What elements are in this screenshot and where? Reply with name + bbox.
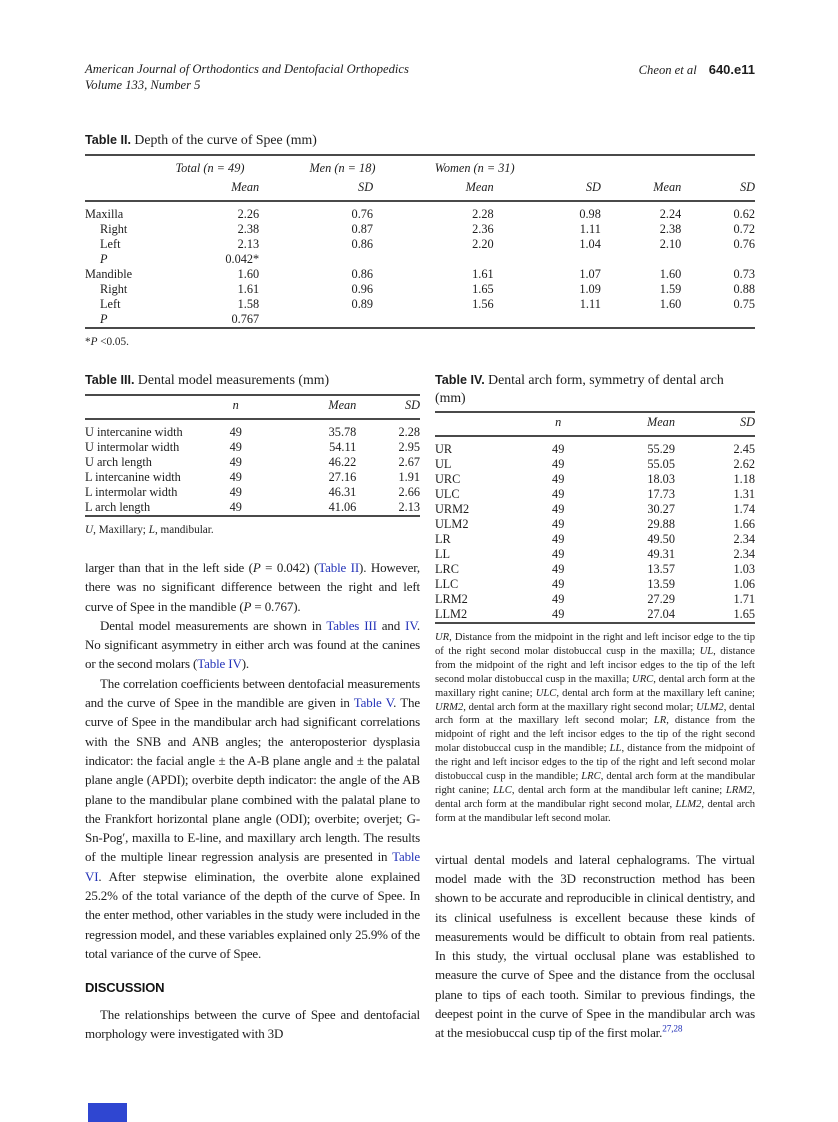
table-cell: 2.10 — [659, 237, 682, 251]
table-cell: 17.73 — [647, 487, 675, 501]
text-run: , dental arch form at the maxillary right canine; — [435, 673, 755, 699]
text-run: P — [252, 560, 261, 575]
table-cell: 29.88 — [647, 517, 675, 531]
row-label: P — [100, 252, 108, 266]
table-cell: 49 — [552, 547, 565, 561]
text-run: Dental model measurements are shown in — [100, 617, 327, 633]
table-row — [435, 436, 755, 457]
table-cell: 0.87 — [351, 222, 374, 236]
table-row — [435, 487, 755, 502]
table-cell: 2.66 — [398, 485, 420, 499]
text-run: , Distance from the midpoint in the right and left incisor edge to the tip of the right second molar distobuccal cusp in the maxilla; — [435, 632, 755, 657]
table-cell: 1.03 — [733, 562, 755, 576]
column-header: Mean — [646, 415, 675, 429]
text-run: , dental arch form at the maxillary left second molar; — [435, 701, 755, 727]
column-header: SD — [404, 398, 420, 412]
group-header-men: Men (n = 18) — [309, 161, 376, 175]
table-cell: 49 — [229, 425, 242, 439]
table-cell: 2.26 — [237, 207, 260, 221]
text-run: L — [148, 524, 155, 536]
row-label: L intermolar width — [85, 485, 178, 499]
authors: Cheon et al — [638, 63, 697, 77]
table-row — [85, 267, 755, 282]
table-2-group-headers — [85, 161, 755, 178]
cross-reference-link[interactable]: Table V — [353, 695, 394, 711]
table-cell — [601, 312, 681, 328]
row-label: U intermolar width — [85, 440, 180, 454]
table-3-title — [85, 371, 420, 389]
table-cell: 2.13 — [398, 500, 420, 514]
table-row — [435, 517, 755, 532]
table-cell — [259, 312, 373, 328]
table-cell: 49 — [552, 472, 565, 486]
text-run: LLM2 — [675, 798, 702, 810]
table-header-row — [435, 413, 755, 436]
row-label: LR — [435, 532, 451, 546]
table-row — [85, 312, 755, 328]
column-header: n — [555, 415, 562, 429]
data-table-4 — [435, 413, 755, 624]
column-header: SD — [358, 180, 374, 194]
text-run: UR — [435, 632, 450, 643]
text-run: LRM2 — [725, 784, 753, 796]
table-cell: 1.60 — [237, 267, 260, 281]
right-column — [435, 371, 755, 1043]
table-4-section — [435, 371, 755, 826]
table-row — [85, 455, 420, 470]
text-run: URM2 — [435, 701, 464, 713]
table-2-label: Table II. — [85, 133, 131, 147]
text-run: larger than that in the left side ( — [85, 560, 253, 575]
table-cell — [681, 252, 755, 267]
table-4-title — [435, 371, 755, 406]
table-cell — [373, 312, 494, 328]
table-2-title — [85, 131, 755, 149]
row-label: UL — [435, 457, 452, 471]
text-run: . No significant asymmetry in either arch was found at the canines or the second molars ( — [85, 617, 420, 672]
row-label: Left — [100, 237, 121, 251]
text-run: , distance from the midpoint of right and the left incisor edges to the tip of the right second molar distobuccal cusp in the mandible; — [435, 715, 755, 755]
table-row — [435, 502, 755, 517]
table-cell — [373, 252, 494, 267]
table-cell: 1.04 — [579, 237, 601, 251]
table-cell: 27.29 — [647, 592, 675, 606]
table-cell: 0.73 — [733, 267, 755, 281]
table-cell: 55.29 — [647, 442, 675, 456]
table-row — [435, 577, 755, 592]
cross-reference-link[interactable]: Tables III — [326, 617, 377, 633]
text-run: and — [376, 617, 406, 633]
text-run: <0.05. — [97, 336, 129, 348]
table-cell: 1.60 — [659, 267, 682, 281]
table-row — [85, 282, 755, 297]
table-cell: 1.56 — [472, 297, 494, 311]
text-run: URC — [632, 673, 654, 685]
table-cell: 2.20 — [472, 237, 494, 251]
text-run: P — [90, 336, 98, 348]
table-cell: 1.61 — [237, 282, 260, 296]
text-run: virtual dental models and lateral cephalograms. The virtual model made with the 3D reconstruction method has been shown to be accurate and reproducible in clinical dentistry, and its clinical usefulness is excellent because these kinds of measurements would be difficult to obtain from real patients. In this study, the virtual occlusal plane was established to measure the curve of Spee and the distance from the occlusal plane to tips of each tooth. Similar to previous findings, the deepest point in the curve of Spee in the mandibular arch was at the mesiobuccal cusp tip of the first molar. — [435, 851, 755, 1041]
table-cell: 1.61 — [472, 267, 494, 281]
text-run: , mandibular. — [154, 524, 214, 536]
table-cell: 1.74 — [733, 502, 755, 516]
table-cell: 0.89 — [351, 297, 374, 311]
table-cell: 0.72 — [733, 222, 755, 236]
row-label: URC — [435, 472, 461, 486]
table-cell: 27.16 — [328, 470, 357, 484]
table-cell: 1.65 — [472, 282, 494, 296]
table-cell: 2.38 — [659, 222, 682, 236]
table-cell: 1.07 — [579, 267, 601, 281]
table-cell: 0.86 — [351, 267, 374, 281]
table-4-caption: Dental arch form, symmetry of dental arch (mm) — [435, 372, 724, 405]
text-run: . The curve of Spee in the mandibular arch had significant correlations with the SNB and ANB angles; the anteroposterior dysplasia indicator: the facial angle ± the A-B plane angle and ± the palatal plane angle (APDI); overbite depth indicator: the angle of the AB plane to the mandibular plane combined with the palatal plane to the Frankfort horizontal plane angle (ODI); overbite; overjet; G-Sn-Pog′, maxilla to E-line, and maxillary arch length. The results of the multiple linear regression analysis are presented in — [85, 695, 420, 865]
table-2-footnote — [85, 336, 755, 348]
table-4-label: Table IV. — [435, 373, 485, 387]
row-label: LRC — [435, 562, 459, 576]
text-run: ). However, there was no significant difference between the right and left curve of Spee in the mandible ( — [85, 560, 421, 614]
row-label: ULC — [435, 487, 460, 501]
table-row — [85, 237, 755, 252]
text-run: The correlation coefficients between dentofacial measurements and the curve of Spee in the mandible are given in — [85, 675, 420, 711]
table-row — [85, 440, 420, 455]
table-cell: 49 — [229, 485, 242, 499]
column-header: Mean — [328, 398, 357, 412]
table-cell: 1.11 — [579, 222, 601, 236]
table-cell: 0.86 — [351, 237, 374, 251]
page-header — [85, 62, 755, 93]
row-label: LLC — [435, 577, 459, 591]
table-cell — [494, 312, 601, 328]
table-cell: 2.24 — [659, 207, 682, 221]
table-row — [435, 532, 755, 547]
table-cell: 49 — [552, 487, 565, 501]
cross-reference-link[interactable]: 27,28 — [662, 1025, 683, 1036]
row-label: UR — [435, 442, 453, 456]
row-label: LL — [435, 547, 451, 561]
table-cell: 1.65 — [733, 607, 755, 621]
table-cell — [681, 312, 755, 328]
table-row — [435, 592, 755, 607]
table-cell: 2.38 — [237, 222, 260, 236]
table-cell: 0.62 — [733, 207, 755, 221]
table-cell: 2.34 — [733, 532, 755, 546]
table-2-section — [85, 131, 755, 348]
table-cell: 1.59 — [659, 282, 682, 296]
table-cell: 2.28 — [472, 207, 494, 221]
row-label: LRM2 — [435, 592, 468, 606]
cross-reference-link[interactable]: IV — [405, 617, 417, 633]
row-label: LLM2 — [435, 607, 468, 621]
table-cell: 49.31 — [647, 547, 675, 561]
table-cell: 41.06 — [328, 500, 357, 514]
table-cell: 2.36 — [472, 222, 494, 236]
body-paragraph — [85, 558, 420, 616]
table-cell: 49 — [552, 577, 565, 591]
table-cell: 49 — [552, 562, 565, 576]
text-run: , Maxillary; — [93, 524, 149, 536]
table-cell: 35.78 — [328, 425, 357, 439]
row-label: U arch length — [85, 455, 152, 469]
text-run: , dental arch form at the mandibular right canine; — [435, 771, 755, 796]
table-cell — [494, 252, 601, 267]
body-paragraph — [85, 674, 420, 963]
page-number: 640.e11 — [708, 62, 755, 77]
table-cell: 0.042* — [225, 252, 260, 266]
running-head — [639, 62, 755, 79]
text-run: LRC — [581, 771, 601, 783]
cross-reference-link[interactable]: Table II — [318, 560, 360, 575]
text-run: LL — [609, 743, 622, 755]
table-row — [85, 252, 755, 267]
right-body-text — [435, 850, 755, 1043]
text-run: ). — [241, 656, 249, 672]
table-3-label: Table III. — [85, 373, 135, 387]
table-cell: 49 — [552, 592, 565, 606]
text-run: , distance from the midpoint of the right and left incisor edges to the tip of the left second molar distobuccal cusp in the maxilla; — [435, 645, 755, 685]
text-run: = 0.767). — [251, 598, 301, 614]
table-cell: 1.60 — [659, 297, 682, 311]
group-header-women: Women (n = 31) — [434, 161, 515, 175]
table-row — [85, 500, 420, 516]
table-cell — [259, 252, 373, 267]
table-cell: 1.06 — [733, 577, 755, 591]
link-annotation-box[interactable] — [88, 1103, 127, 1122]
table-3-caption: Dental model measurements (mm) — [137, 372, 330, 387]
text-run: . After stepwise elimination, the overbite alone explained 25.2% of the total variance of the depth of the curve of Spee. In the enter method, other variables in the study were included in the regression model, and these variables explained only 25.9% of the total variance of the curve of Spee. — [85, 868, 421, 961]
table-cell: 1.71 — [733, 592, 755, 606]
table-cell: 49 — [552, 517, 565, 531]
row-label: Right — [100, 282, 128, 296]
row-label: Right — [100, 222, 128, 236]
column-header: SD — [585, 180, 601, 194]
row-label: URM2 — [435, 502, 470, 516]
table-cell: 2.95 — [398, 440, 420, 454]
table-cell: 30.27 — [647, 502, 675, 516]
table-4-footnote — [435, 631, 755, 826]
table-row — [435, 457, 755, 472]
table-cell: 2.62 — [733, 457, 755, 471]
text-run: LLC — [492, 784, 512, 796]
text-run: , dental arch form at the maxillary left canine; — [556, 687, 755, 699]
text-run: , dental arch form at the mandibular left canine; — [511, 784, 726, 796]
table-row — [85, 470, 420, 485]
table-header-row — [85, 178, 755, 201]
discussion-heading: DISCUSSION — [85, 980, 165, 996]
table-cell: 1.09 — [579, 282, 601, 296]
table-row — [85, 485, 420, 500]
text-run: * — [85, 336, 91, 348]
text-run: ULM2 — [696, 701, 724, 713]
left-body-text — [85, 558, 420, 1043]
row-label: L arch length — [85, 500, 151, 514]
text-run: , dental arch form at the mandibular right second molar, — [435, 784, 755, 810]
journal-volume: Volume 133, Number 5 — [85, 77, 201, 92]
table-row — [85, 297, 755, 312]
table-row — [435, 562, 755, 577]
row-label: P — [100, 312, 108, 326]
table-header-row — [85, 396, 420, 419]
cross-reference-link[interactable]: Table VI — [85, 849, 420, 884]
body-paragraph — [85, 616, 420, 674]
table-rule — [85, 154, 755, 156]
table-cell: 2.45 — [733, 442, 755, 456]
text-run: LR — [653, 715, 667, 727]
table-cell: 0.98 — [579, 207, 601, 221]
table-cell: 49 — [229, 470, 242, 484]
table-row — [85, 419, 420, 440]
table-cell: 1.66 — [733, 517, 755, 531]
table-cell: 0.96 — [351, 282, 374, 296]
table-cell: 13.59 — [647, 577, 675, 591]
column-header: Mean — [653, 180, 682, 194]
table-cell: 27.04 — [647, 607, 675, 621]
table-cell: 49 — [552, 457, 565, 471]
text-run: , dental arch form at the mandibular left second molar. — [435, 798, 755, 824]
journal-title: American Journal of Orthodontics and Dentofacial Orthopedics — [85, 62, 409, 76]
table-cell: 2.34 — [733, 547, 755, 561]
table-row — [435, 547, 755, 562]
table-cell: 49.50 — [647, 532, 675, 546]
table-cell: 0.75 — [733, 297, 755, 311]
table-3-section — [85, 371, 420, 536]
table-cell: 49 — [229, 440, 242, 454]
text-run: , distance from the midpoint of the right and left incisor edges to the tip of the right and left second molar distobuccal cusp in the mandible; — [435, 743, 756, 783]
table-cell: 1.91 — [398, 470, 420, 484]
row-label: L intercanine width — [85, 470, 181, 484]
table-cell — [601, 252, 681, 267]
journal-info — [85, 62, 409, 93]
left-column — [85, 371, 420, 1043]
table-row — [435, 607, 755, 623]
table-cell: 1.11 — [579, 297, 601, 311]
group-header-total: Total (n = 49) — [175, 161, 245, 175]
table-cell: 49 — [552, 442, 565, 456]
text-run: , dental arch form at the maxillary right second molar; — [463, 701, 697, 713]
cross-reference-link[interactable]: Table IV — [197, 656, 242, 672]
table-cell: 49 — [552, 607, 565, 621]
column-header: n — [232, 398, 239, 412]
table-3-footnote — [85, 524, 420, 536]
table-cell: 49 — [552, 502, 565, 516]
row-label: Left — [100, 297, 121, 311]
body-paragraph — [435, 850, 755, 1043]
text-run: ULC — [535, 687, 557, 699]
column-header: Mean — [465, 180, 494, 194]
row-label: Maxilla — [85, 207, 124, 221]
data-table-3 — [85, 396, 420, 517]
table-cell: 0.767 — [231, 312, 260, 326]
table-cell: 49 — [229, 455, 242, 469]
table-cell: 0.76 — [351, 207, 374, 221]
table-cell: 46.31 — [328, 485, 357, 499]
table-cell: 54.11 — [329, 440, 357, 454]
body-paragraph: The relationships between the curve of Spee and dentofacial morphology were investigated with 3D — [85, 1006, 420, 1041]
table-cell: 49 — [229, 500, 242, 514]
table-cell: 1.18 — [733, 472, 755, 486]
column-header: SD — [739, 180, 755, 194]
row-label: U intercanine width — [85, 425, 183, 439]
table-cell: 55.05 — [647, 457, 675, 471]
row-label: Mandible — [85, 267, 133, 281]
row-label: ULM2 — [435, 517, 469, 531]
two-column-area — [85, 371, 755, 1043]
table-cell: 2.13 — [237, 237, 260, 251]
table-cell: 49 — [552, 532, 565, 546]
table-cell: 0.76 — [733, 237, 755, 251]
table-row — [435, 472, 755, 487]
column-header: SD — [739, 415, 755, 429]
column-header: Mean — [231, 180, 260, 194]
table-cell: 2.28 — [398, 425, 420, 439]
table-cell: 46.22 — [328, 455, 357, 469]
text-run: P — [243, 598, 252, 614]
table-cell: 1.31 — [733, 487, 755, 501]
text-run: = 0.042) ( — [260, 560, 319, 575]
table-cell: 2.67 — [398, 455, 420, 469]
text-run: U — [85, 524, 94, 536]
table-row — [85, 222, 755, 237]
table-2-caption: Depth of the curve of Spee (mm) — [134, 132, 317, 147]
table-cell: 1.58 — [237, 297, 260, 311]
table-cell: 18.03 — [647, 472, 675, 486]
table-cell: 0.88 — [733, 282, 755, 296]
table-row — [85, 201, 755, 222]
data-table-2 — [85, 178, 755, 329]
table-cell: 13.57 — [647, 562, 675, 576]
text-run: UL — [699, 645, 714, 657]
